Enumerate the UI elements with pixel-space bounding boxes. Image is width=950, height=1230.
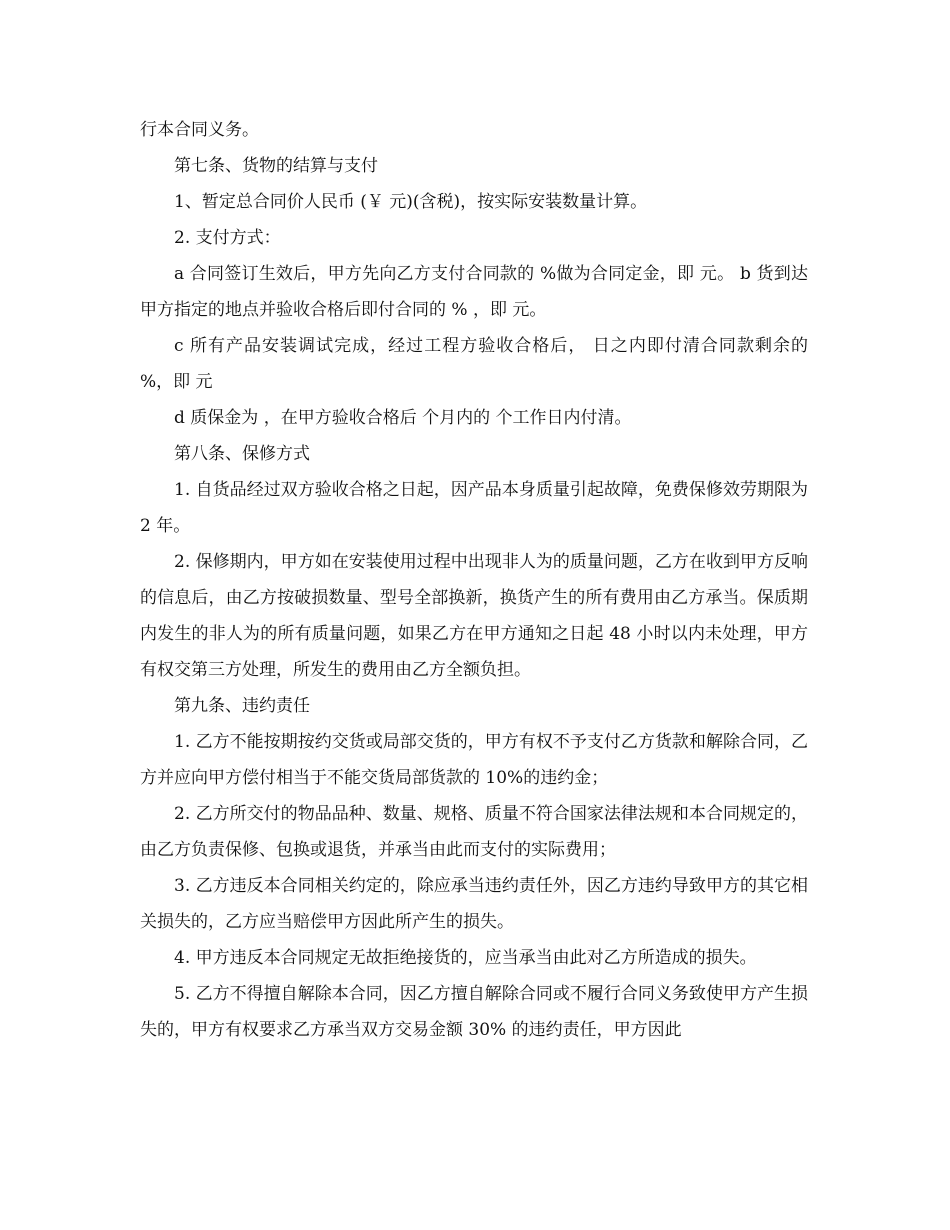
paragraph-price: 1、暂定总合同价人民币 (￥ 元)(含税)，按实际安装数量计算。 [174, 192, 648, 212]
paragraph-payment-a-b: a 合同签订生效后，甲方先向乙方支付合同款的 %做为合同定金，即 元。 b 货到达甲方指定的地点并验收合格后即付合同的 % ，即 元。 [140, 264, 808, 320]
paragraph-1: 行本合同义务。 [140, 120, 259, 140]
document-body [140, 112, 814, 1048]
paragraph-warranty-2: 2. 保修期内，甲方如在安装使用过程中出现非人为的质量问题，乙方在收到甲方反响的信息后，由乙方按破损数量、型号全部换新，换货产生的所有费用由乙方承当。保质期内发生的非人为的所有质量问题，如果乙方在甲方通知之日起 48 小时以内未处理，甲方有权交第三方处理，所发生的费用由乙方全额负担。 [140, 552, 808, 680]
paragraph-liability-3: 3. 乙方违反本合同相关约定的，除应承当违约责任外，因乙方违约导致甲方的其它相关损失的，乙方应当赔偿甲方因此所产生的损失。 [140, 876, 808, 932]
paragraph-payment-method: 2. 支付方式： [174, 228, 281, 248]
paragraph-liability-1: 1. 乙方不能按期按约交货或局部交货的，甲方有权不予支付乙方货款和解除合同，乙方并应向甲方偿付相当于不能交货局部货款的 10%的违约金； [140, 732, 808, 788]
paragraph-liability-5: 5. 乙方不得擅自解除本合同，因乙方擅自解除合同或不履行合同义务致使甲方产生损失的，甲方有权要求乙方承当双方交易金额 30% 的违约责任，甲方因此 [140, 984, 808, 1040]
paragraph-liability-2: 2. 乙方所交付的物品品种、数量、规格、质量不符合国家法律法规和本合同规定的，由乙方负责保修、包换或退货，并承当由此而支付的实际费用； [140, 804, 808, 860]
paragraph-payment-d: d 质保金为 ，在甲方验收合格后 个月内的 个工作日内付清。 [174, 408, 632, 428]
paragraph-liability-4: 4. 甲方违反本合同规定无故拒绝接货的，应当承当由此对乙方所造成的损失。 [174, 948, 757, 968]
section-heading-article-8: 第八条、保修方式 [174, 444, 310, 464]
paragraph-payment-c: c 所有产品安装调试完成，经过工程方验收合格后， 日之内即付清合同款剩余的 %，即 元 [140, 336, 814, 392]
paragraph-warranty-1: 1. 自货品经过双方验收合格之日起，因产品本身质量引起故障，免费保修效劳期限为 2 年。 [140, 480, 814, 536]
section-heading-article-7: 第七条、货物的结算与支付 [174, 156, 378, 176]
section-heading-article-9: 第九条、违约责任 [174, 696, 310, 716]
